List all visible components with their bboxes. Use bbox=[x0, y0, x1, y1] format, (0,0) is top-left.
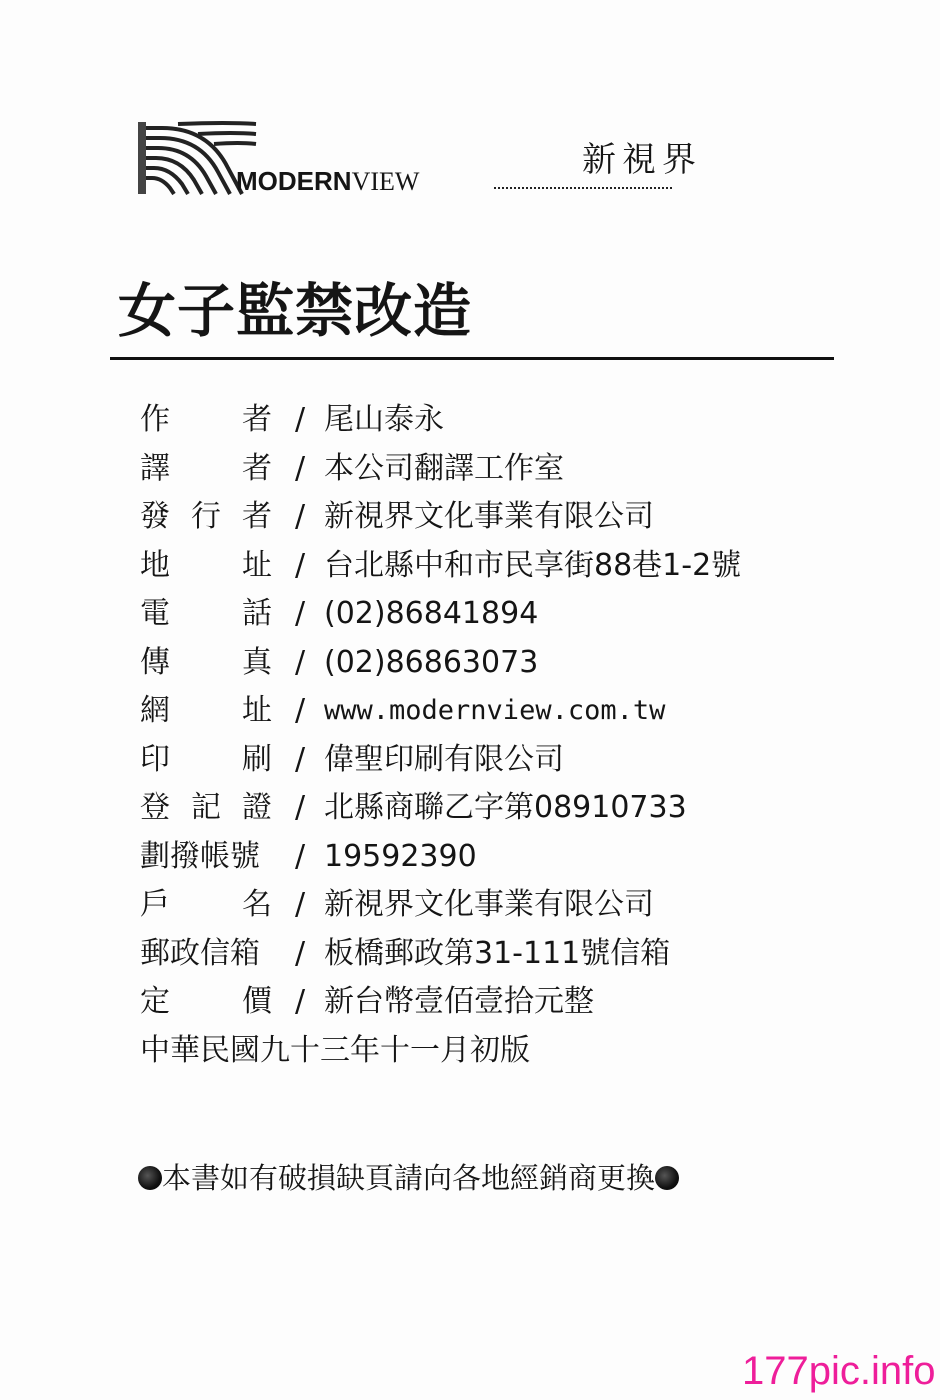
colophon-value: (02)86863073 bbox=[324, 644, 539, 680]
colophon-row bbox=[140, 590, 840, 639]
colophon-label-part: 址 bbox=[242, 547, 272, 583]
colophon-value: www.modernview.com.tw bbox=[324, 695, 666, 726]
colophon-label bbox=[140, 445, 272, 493]
colophon-label bbox=[140, 542, 272, 590]
colophon-label bbox=[140, 930, 272, 978]
colophon-label-part: 郵政信箱 bbox=[140, 935, 260, 971]
brand-modern-text: MODERN bbox=[236, 166, 352, 196]
colophon-label-part: 價 bbox=[242, 984, 272, 1019]
brand-dotted-leader bbox=[494, 187, 672, 189]
colophon-value: 北縣商聯乙字第08910733 bbox=[324, 790, 687, 825]
colophon-separator: / bbox=[294, 984, 306, 1019]
colophon-label-part: 者 bbox=[242, 499, 272, 534]
colophon-label-part: 證 bbox=[242, 790, 272, 825]
brand-wordmark bbox=[236, 166, 419, 197]
book-title: 女子監禁改造 bbox=[118, 277, 473, 345]
colophon-label-part: 劃撥帳號 bbox=[140, 838, 260, 874]
replacement-note bbox=[138, 1158, 679, 1198]
colophon-separator: / bbox=[294, 790, 306, 825]
colophon-label-part: 記 bbox=[191, 790, 221, 825]
colophon-label-part: 刷 bbox=[242, 741, 272, 777]
colophon-separator: / bbox=[294, 838, 306, 874]
colophon-label bbox=[140, 978, 272, 1026]
colophon-label-part: 定 bbox=[140, 984, 170, 1019]
bullet-left-icon bbox=[138, 1166, 162, 1190]
colophon-value: 尾山泰永 bbox=[324, 402, 444, 437]
colophon-separator: / bbox=[294, 741, 306, 777]
colophon-row bbox=[140, 978, 840, 1027]
colophon-label bbox=[140, 736, 272, 784]
colophon-label bbox=[140, 833, 272, 881]
colophon-row bbox=[140, 784, 840, 833]
colophon-label bbox=[140, 881, 272, 929]
colophon-label-part: 真 bbox=[242, 644, 272, 680]
colophon-label-part: 電 bbox=[140, 596, 170, 631]
replacement-note-text: 本書如有破損缺頁請向各地經銷商更換 bbox=[162, 1161, 656, 1195]
colophon-label-part: 者 bbox=[242, 402, 272, 437]
colophon-label-part: 作 bbox=[140, 402, 170, 437]
colophon-label-part: 登 bbox=[140, 790, 170, 825]
colophon-separator: / bbox=[294, 596, 306, 631]
colophon-separator: / bbox=[294, 402, 306, 437]
brand-view-text: VIEW bbox=[351, 167, 420, 196]
colophon-separator: / bbox=[294, 547, 306, 583]
colophon-separator: / bbox=[294, 693, 306, 728]
colophon-label-part: 網 bbox=[140, 693, 170, 728]
colophon-label bbox=[140, 687, 272, 735]
colophon-value: 新台幣壹佰壹拾元整 bbox=[324, 984, 594, 1019]
colophon-row bbox=[140, 833, 840, 882]
colophon-label bbox=[140, 639, 272, 687]
colophon-row bbox=[140, 736, 840, 785]
colophon-row bbox=[140, 445, 840, 494]
edition-line: 中華民國九十三年十一月初版 bbox=[140, 1032, 530, 1068]
colophon-value: 台北縣中和市民享街88巷1-2號 bbox=[324, 547, 742, 583]
watermark: 177pic.info bbox=[742, 1349, 936, 1393]
colophon-label bbox=[140, 784, 272, 832]
colophon-value: 板橋郵政第31-111號信箱 bbox=[324, 935, 671, 971]
colophon-row bbox=[140, 542, 840, 591]
colophon-label bbox=[140, 493, 272, 541]
colophon-separator: / bbox=[294, 450, 306, 486]
colophon-row bbox=[140, 930, 840, 979]
colophon-label bbox=[140, 590, 272, 638]
colophon-label-part: 者 bbox=[242, 450, 272, 486]
colophon-value: 本公司翻譯工作室 bbox=[324, 450, 564, 486]
colophon-separator: / bbox=[294, 935, 306, 971]
colophon-label-part: 傳 bbox=[140, 644, 170, 680]
colophon-row bbox=[140, 881, 840, 930]
colophon-value: (02)86841894 bbox=[324, 596, 539, 631]
colophon-label-part: 戶 bbox=[140, 887, 170, 922]
bullet-right-icon bbox=[655, 1166, 679, 1190]
colophon-value: 新視界文化事業有限公司 bbox=[324, 499, 654, 534]
colophon-value: 新視界文化事業有限公司 bbox=[324, 887, 654, 922]
colophon-label-part: 發 bbox=[140, 499, 170, 534]
colophon-label-part: 印 bbox=[140, 741, 170, 777]
colophon-label-part: 址 bbox=[242, 693, 272, 728]
brand-chinese-name: 新視界 bbox=[582, 140, 702, 180]
colophon-label-part: 地 bbox=[140, 547, 170, 583]
title-divider bbox=[110, 357, 834, 360]
colophon-separator: / bbox=[294, 499, 306, 534]
colophon-label-part: 名 bbox=[242, 887, 272, 922]
colophon-row bbox=[140, 396, 840, 445]
colophon-value: 偉聖印刷有限公司 bbox=[324, 741, 564, 777]
colophon-row bbox=[140, 493, 840, 542]
colophon-value: 19592390 bbox=[324, 838, 477, 874]
colophon-row bbox=[140, 639, 840, 688]
colophon-separator: / bbox=[294, 644, 306, 680]
colophon-label bbox=[140, 396, 272, 444]
colophon-list bbox=[140, 396, 840, 1075]
colophon-label-part: 話 bbox=[242, 596, 272, 631]
colophon-separator: / bbox=[294, 887, 306, 922]
colophon-label-part: 行 bbox=[191, 499, 221, 534]
colophon-label-part: 譯 bbox=[140, 450, 170, 486]
colophon-row bbox=[140, 687, 840, 736]
